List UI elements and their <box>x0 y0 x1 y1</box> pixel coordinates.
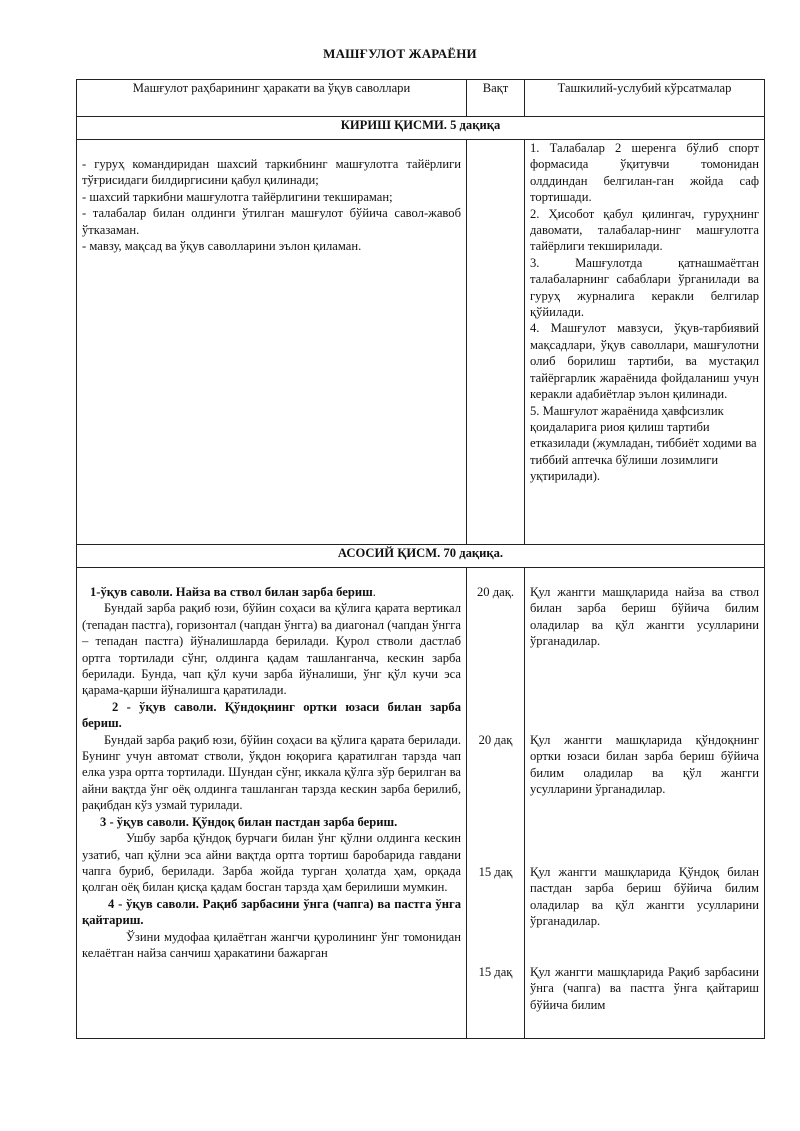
question-3-note: Қул жангги машқларида Қўндоқ билан пастдан зарба бериш бўйича билим оладилар ва қўл жангги усулларини ўрганадилар. <box>530 865 759 929</box>
question-4-note: Қул жангги машқларида Рақиб зарбасини ўнга (чапга) ва пастга ўнга қайтариш бўйича билим <box>530 965 759 1012</box>
main-content-row <box>77 568 765 1039</box>
intro-heading: КИРИШ ҚИСМИ. 5 дақиқа <box>77 117 765 140</box>
question-3-title: 3 - ўқув саволи. Қўндоқ билан пастдан зарба бериш. <box>100 814 398 829</box>
question-4-body: Ўзини мудофаа қилаётган жангчи қуролининг ўнг томонидан келаётган найза санчиш ҳаракатини бажарган <box>82 929 461 960</box>
intro-action: - мавзу, мақсад ва ўқув саволларини эълон қиламан. <box>82 239 362 254</box>
question-4-title: 4 - ўқув саволи. Рақиб зарбасини ўнга (чапга) ва пастга ўнга қайтариш. <box>82 896 461 928</box>
main-section-row <box>77 545 765 568</box>
intro-instruction: 4. Машғулот мавзуси, ўқув-тарбиявий мақсадлари, ўқув саволлари, машғулотни олиб борилиш тартиби, ва мустақил тайёргарлик жараёнида фойдаланиш учун керакли адабиётлар эълон қилинади. <box>530 321 759 402</box>
main-actions-cell <box>77 568 467 1039</box>
intro-instruction: 5. Машғулот жараёнида ҳавфсизлик қоидаларига риоя қилиш тартиби етказилади (жумладан, тиббиёт ходими ва тиббий аптечка бўлиши лозимлиги уқтирилади). <box>530 403 757 484</box>
lesson-process-table <box>76 79 765 1039</box>
intro-instruction: 2. Ҳисобот қабул қилингач, гуруҳнинг давомати, талабалар-нинг машғулотга тайёрлиги текширилади. <box>530 206 759 254</box>
intro-instruction: 3. Машғулотда қатнашмаётган талабаларнинг сабаблари ўрганилади ва гуруҳ журналига керакли белгилар қўйилади. <box>530 255 759 320</box>
question-2-title: 2 - ўқув саволи. Қўндоқнинг ортки юзаси билан зарба бериш. <box>82 699 461 731</box>
question-1-note: Қул жангги машқларида найза ва ствол билан зарба бериш бўйича билим оладилар ва қўл жангги усулларини ўрганадилар. <box>530 585 759 649</box>
intro-instructions-cell <box>525 140 765 545</box>
page-title: МАШҒУЛОТ ЖАРАЁНИ <box>323 46 477 61</box>
header-time: Вақт <box>467 80 525 117</box>
intro-action: - гуруҳ командиридан шахсий таркибнинг машғулотга тайёрлиги тўғрисидаги билдиргисини қабул қилинади; <box>82 157 461 188</box>
intro-content-row <box>77 140 765 545</box>
question-1-title: 1-ўқув саволи. Найза ва ствол билан зарба бериш. <box>90 585 376 599</box>
table-header-row <box>77 80 765 117</box>
header-instructions: Ташкилий-услубий кўрсатмалар <box>525 80 765 117</box>
intro-action: - талабалар билан олдинги ўтилган машғулот бўйича савол-жавоб ўтказаман. <box>82 206 461 237</box>
intro-time-cell <box>467 140 525 545</box>
intro-section-row <box>77 117 765 140</box>
question-2-time: 20 дақ <box>478 733 513 747</box>
main-time-cell <box>467 568 525 1039</box>
question-2-note: Қул жангги машқларида қўндоқнинг ортки юзаси билан зарба бериш бўйича билим оладилар ва қўл жангги усулларини ўрганадилар. <box>530 733 759 797</box>
intro-action: - шахсий таркибни машғулотга тайёрлигини текшираман; <box>82 189 393 204</box>
question-3-time: 15 дақ <box>478 865 513 879</box>
question-4-time: 15 дақ <box>478 965 513 979</box>
question-2-body: Бундай зарба рақиб юзи, бўйин соҳаси ва қўлига қарата берилади. Бунинг учун автомат стволи, ўқдон юқорига қаратилган тарзда чап елка узра ортга тортилади. Шундан сўнг, иккала қўлга зўр берилган ва айни вақтда ўнг оёқ олдинга ташланган тарзда кескин зарба берилиб, рақибдан кўз узмай турилади. <box>82 732 461 813</box>
main-notes-cell <box>525 568 765 1039</box>
intro-actions-cell <box>77 140 467 545</box>
question-3-body: Ушбу зарба қўндоқ бурчаги билан ўнг қўлни олдинга кескин узатиб, чап қўлни эса айни вақтда ортга тортиш баробарида гавдани чапга буриб, берилади. Зарба жойда турган ҳолатда ҳам, орқада қолган оёқ билан қисқа қадам босган тарзда ҳам берилиши мумкин. <box>82 831 461 895</box>
header-actions: Машғулот раҳбарининг ҳаракати ва ўқув саволлари <box>77 80 467 117</box>
question-1-body: Бундай зарба рақиб юзи, бўйин соҳаси ва қўлига қарата вертикал (тепадан пастга), горизонтал (чапдан ўнгга) ва диагонал (чапдан ўнгга – тепадан пастга) йўналишларда берилади. Қурол стволи дастлаб ортга тортилади сўнг, олдинга қадам ташланганча, кескин зарба берилади. Бунда, чап қўл кучи зарба йўналиши, ўнг қўл кучи эса қарама-қарши йўналишга қаратилади. <box>82 601 461 698</box>
intro-instruction: 1. Талабалар 2 шеренга бўлиб спорт формасида ўқитувчи томонидан олддиндан белгилан-ган жойда саф тортишади. <box>530 141 759 205</box>
main-heading: АСОСИЙ ҚИСМ. 70 дақиқа. <box>77 545 765 568</box>
question-1-time: 20 дақ. <box>476 585 514 599</box>
